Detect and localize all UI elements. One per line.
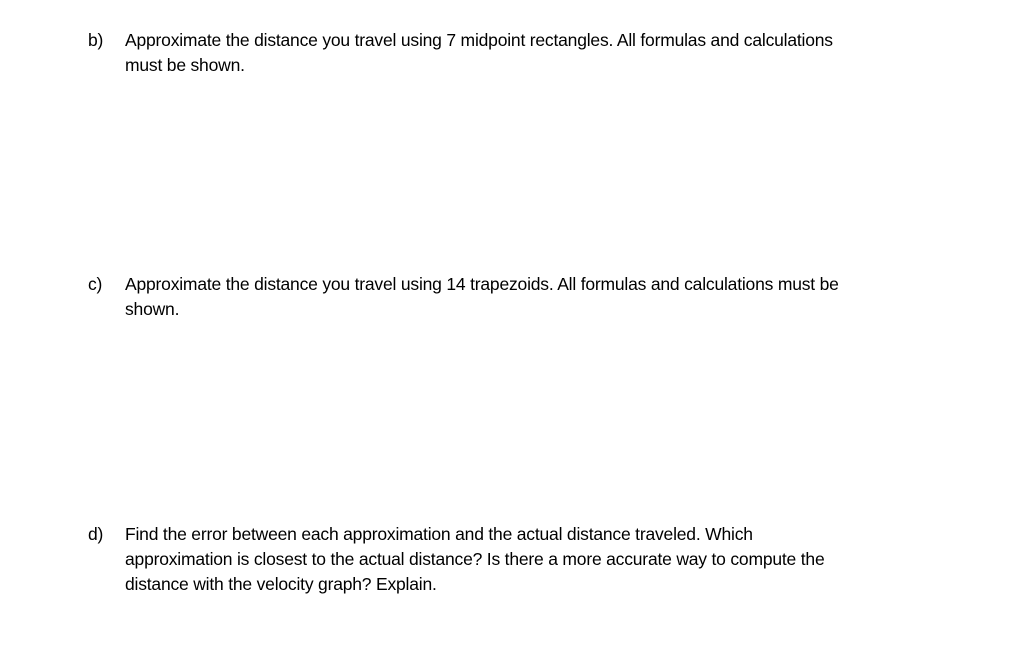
question-text — [125, 272, 948, 322]
question-label: d) — [88, 524, 104, 544]
question-line: distance with the velocity graph? Explain. — [125, 574, 437, 594]
question-line: shown. — [125, 299, 180, 319]
question-b — [88, 28, 948, 78]
question-text — [125, 28, 948, 78]
question-line: must be shown. — [125, 55, 245, 75]
question-d — [88, 522, 948, 597]
question-line: approximation is closest to the actual distance? Is there a more accurate way to compute the — [125, 549, 825, 569]
question-line: Approximate the distance you travel using 7 midpoint rectangles. All formulas and calculations — [125, 30, 833, 50]
question-label: c) — [88, 274, 103, 294]
question-line: Approximate the distance you travel using 14 trapezoids. All formulas and calculations must be — [125, 274, 839, 294]
question-c — [88, 272, 948, 322]
question-text — [125, 522, 948, 597]
question-line: Find the error between each approximation and the actual distance traveled. Which — [125, 524, 753, 544]
question-label: b) — [88, 30, 104, 50]
